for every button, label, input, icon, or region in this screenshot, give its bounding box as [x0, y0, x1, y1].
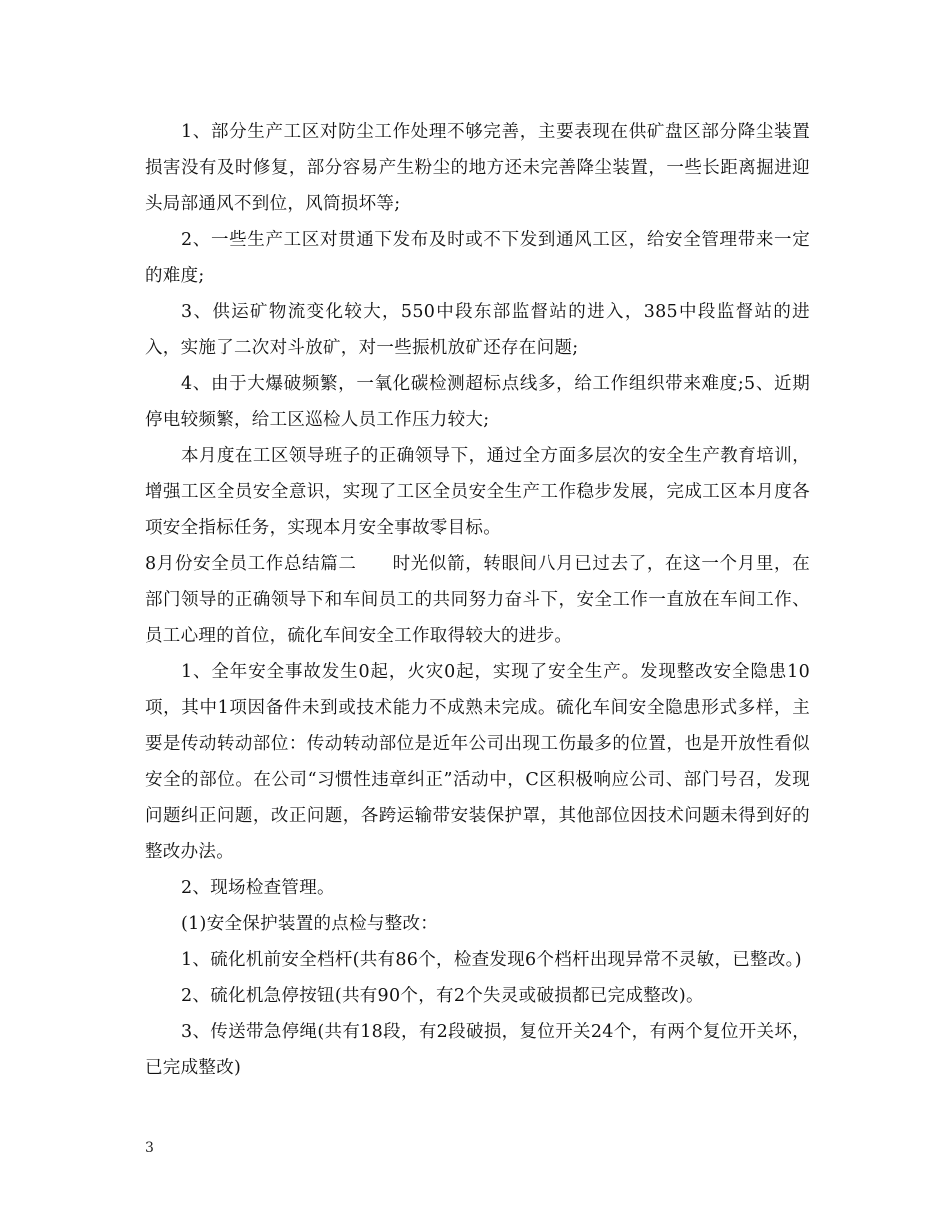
paragraph: (1)安全保护装置的点检与整改： — [181, 914, 439, 934]
paragraph: 4、由于大爆破频繁，一氧化碳检测超标点线多，给工作组织带来难度;5、近期停电较频繁，给工区巡检人员工作压力较大; — [145, 374, 810, 430]
section-intro: 时光似箭，转眼间八月已过去了，在这一个月里，在部门领导的正确领导下和车间员工的共同努力奋斗下，安全工作一直放在车间工作、员工心理的首位，硫化车间安全工作取得较大的进步。 — [145, 554, 811, 646]
paragraph: 本月度在工区领导班子的正确领导下，通过全方面多层次的安全生产教育培训，增强工区全员安全意识，实现了工区全员安全生产工作稳步发展，完成工区本月度各项安全指标任务，实现本月安全事故零目标。 — [145, 446, 810, 538]
document-body — [145, 114, 810, 1086]
paragraph: 2、现场检查管理。 — [181, 878, 335, 898]
paragraph: 2、一些生产工区对贯通下发布及时或不下发到通风工区，给安全管理带来一定的难度; — [145, 230, 810, 286]
section-title: 8月份安全员工作总结篇二 — [145, 554, 357, 574]
paragraph: 3、供运矿物流变化较大，550中段东部监督站的进入，385中段监督站的进入，实施了二次对斗放矿，对一些振机放矿还存在问题; — [145, 302, 810, 358]
section-heading-paragraph — [145, 546, 810, 654]
paragraph: 3、传送带急停绳(共有18段，有2段破损，复位开关24个，有两个复位开关坏，已完成整改) — [145, 1022, 810, 1078]
paragraph: 1、全年安全事故发生0起，火灾0起，实现了安全生产。发现整改安全隐患10项，其中1项因备件未到或技术能力不成熟未完成。硫化车间安全隐患形式多样，主要是传动转动部位：传动转动部位是近年公司出现工伤最多的位置，也是开放性看似安全的部位。在公司“习惯性违章纠正”活动中，C区积极响应公司、部门号召，发现问题纠正问题，改正问题，各跨运输带安装保护罩，其他部位因技术问题未得到好的整改办法。 — [145, 662, 810, 862]
page-number: 3 — [145, 1140, 154, 1156]
paragraph: 1、部分生产工区对防尘工作处理不够完善，主要表现在供矿盘区部分降尘装置损害没有及时修复，部分容易产生粉尘的地方还未完善降尘装置，一些长距离掘进迎头局部通风不到位，风筒损坏等; — [145, 122, 810, 214]
paragraph: 2、硫化机急停按钮(共有90个，有2个失灵或破损都已完成整改)。 — [181, 986, 704, 1006]
paragraph: 1、硫化机前安全档杆(共有86个，检查发现6个档杆出现异常不灵敏，已整改。) — [181, 950, 802, 970]
